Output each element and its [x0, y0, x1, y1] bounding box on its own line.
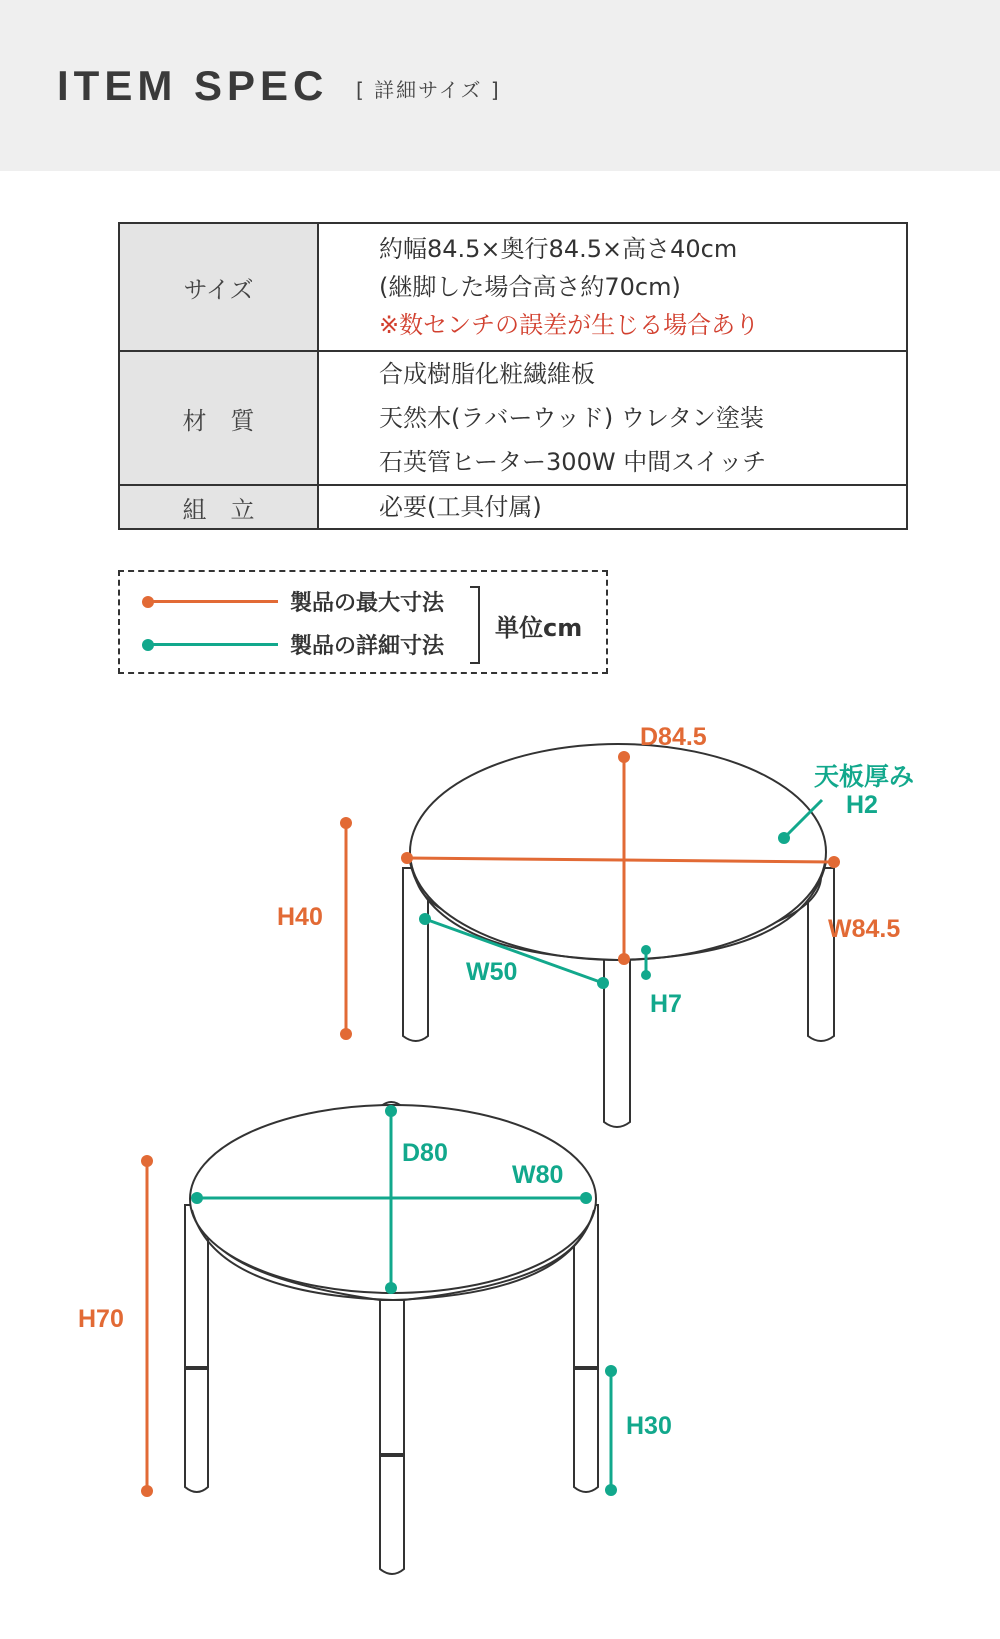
- bottom-table-left-leg: [185, 1205, 208, 1492]
- top-thickness-dot: [778, 832, 790, 844]
- size-line-2: (継脚した場合高さ約70cm): [379, 273, 681, 301]
- d80-dot-bottom: [385, 1282, 397, 1294]
- label-w50: W50: [466, 958, 518, 986]
- spec-label-assembly: 組 立: [119, 485, 318, 529]
- w50-dot-right: [597, 977, 609, 989]
- legend-max-label: 製品の最大寸法: [290, 591, 445, 616]
- page-title: ITEM SPEC: [57, 62, 329, 109]
- label-h70: H70: [78, 1305, 124, 1333]
- label-h40: H40: [277, 903, 323, 931]
- label-w80: W80: [512, 1161, 564, 1189]
- h40-dot-bottom: [340, 1028, 352, 1040]
- material-line-3: 石英管ヒーター300W 中間スイッチ: [379, 448, 767, 476]
- bottom-table-front-leg: [380, 1300, 404, 1574]
- w80-dot-right: [580, 1192, 592, 1204]
- h30-dot-bottom: [605, 1484, 617, 1496]
- size-note: ※数センチの誤差が生じる場合あり: [379, 311, 760, 339]
- label-top-thickness-title: 天板厚み: [814, 763, 915, 791]
- w845-dot-right: [828, 856, 840, 868]
- spec-label-material: 材 質: [119, 351, 318, 485]
- label-d845: D84.5: [640, 723, 707, 751]
- h40-dot-top: [340, 817, 352, 829]
- w80-dot-left: [191, 1192, 203, 1204]
- d845-dot-top: [618, 751, 630, 763]
- size-line-1: 約幅84.5×奥行84.5×高さ40cm: [379, 235, 738, 263]
- material-line-1: 合成樹脂化粧繊維板: [379, 360, 595, 388]
- bottom-table-max-dims: [78, 1155, 153, 1497]
- h30-dot-top: [605, 1365, 617, 1377]
- h70-dot-top: [141, 1155, 153, 1167]
- top-table-tabletop: [410, 744, 826, 960]
- bottom-table-right-leg: [574, 1205, 598, 1492]
- label-h30: H30: [626, 1412, 672, 1440]
- legend-detail-label: 製品の詳細寸法: [290, 634, 445, 659]
- label-top-thickness: H2: [846, 791, 878, 819]
- d845-dot-bottom: [618, 953, 630, 965]
- spec-value-assembly: 必要(工具付属): [318, 485, 907, 529]
- h70-dot-bottom: [141, 1485, 153, 1497]
- d80-dot-top: [385, 1105, 397, 1117]
- h7-dot-bottom: [641, 970, 651, 980]
- w845-dot-left: [401, 852, 413, 864]
- w50-dot-left: [419, 913, 431, 925]
- h7-dot-top: [641, 945, 651, 955]
- label-w845: W84.5: [828, 915, 901, 943]
- label-d80: D80: [402, 1139, 448, 1167]
- material-line-2: 天然木(ラバーウッド) ウレタン塗装: [379, 404, 764, 432]
- spec-label-size: サイズ: [119, 223, 318, 351]
- label-h7: H7: [650, 990, 682, 1018]
- page-subtitle: [ 詳細サイズ ]: [356, 78, 501, 102]
- legend-unit: 単位cm: [495, 614, 583, 642]
